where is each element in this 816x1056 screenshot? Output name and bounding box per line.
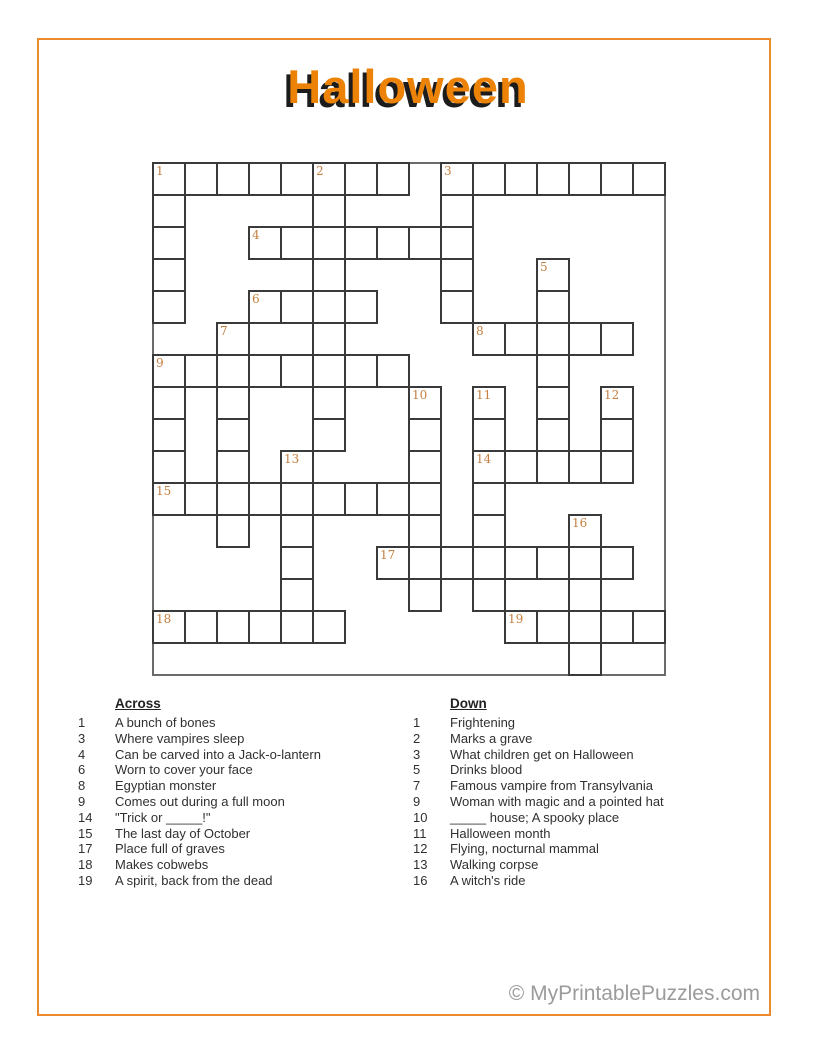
grid-cell xyxy=(376,226,410,260)
grid-cell xyxy=(152,290,186,324)
clue-text: Woman with magic and a pointed hat xyxy=(450,793,664,809)
grid-cell xyxy=(376,482,410,516)
grid-cell xyxy=(504,322,538,356)
cell-number: 6 xyxy=(252,292,260,306)
grid-cell xyxy=(408,226,442,260)
clue-number: 7 xyxy=(413,778,421,794)
cell-number: 14 xyxy=(476,452,492,466)
clue-number: 14 xyxy=(78,809,93,825)
cell-number: 16 xyxy=(572,516,588,530)
clue-number: 18 xyxy=(78,857,93,873)
clue-row xyxy=(78,731,398,747)
clue-text: "Trick or _____!" xyxy=(115,809,211,825)
clue-text: Worn to cover your face xyxy=(115,762,253,778)
grid-cell xyxy=(536,610,570,644)
grid-cell xyxy=(440,194,474,228)
grid-cell xyxy=(408,482,442,516)
clue-row xyxy=(413,794,753,810)
clue-number: 11 xyxy=(413,825,427,841)
grid-cell xyxy=(216,482,250,516)
cell-number: 10 xyxy=(412,388,428,402)
grid-cell xyxy=(536,162,570,196)
grid-cell xyxy=(568,162,602,196)
grid-cell xyxy=(600,418,634,452)
clue-row xyxy=(78,778,398,794)
clue-row xyxy=(78,747,398,763)
clue-number: 15 xyxy=(78,825,93,841)
clue-text: Frightening xyxy=(450,715,516,730)
cell-number: 1 xyxy=(156,164,164,178)
cell-number: 5 xyxy=(540,260,548,274)
grid-cell xyxy=(408,514,442,548)
grid-cell xyxy=(216,418,250,452)
grid-cell xyxy=(568,546,602,580)
cell-number: 19 xyxy=(508,612,524,626)
grid-cell xyxy=(152,258,186,292)
grid-cell xyxy=(312,482,346,516)
clue-text: Can be carved into a Jack-o-lantern xyxy=(115,746,321,762)
clue-row xyxy=(78,762,398,778)
clue-number: 2 xyxy=(413,730,421,746)
grid-cell xyxy=(536,418,570,452)
clue-row xyxy=(413,810,753,826)
grid-cell xyxy=(152,226,186,260)
grid-cell xyxy=(312,322,346,356)
clue-number: 19 xyxy=(78,872,93,888)
grid-cell xyxy=(280,354,314,388)
clue-text: The last day of October xyxy=(115,825,251,841)
grid-cell xyxy=(376,354,410,388)
down-heading: Down xyxy=(450,696,487,711)
grid-cell xyxy=(216,610,250,644)
grid-cell xyxy=(184,482,218,516)
clue-text: Place full of graves xyxy=(115,841,225,857)
across-clues-section xyxy=(78,696,398,889)
cell-number: 2 xyxy=(316,164,324,178)
clue-number: 5 xyxy=(413,762,421,778)
grid-cell xyxy=(312,290,346,324)
clue-number: 6 xyxy=(78,762,86,778)
clue-text: Drinks blood xyxy=(450,762,523,778)
grid-cell xyxy=(152,386,186,420)
grid-cell xyxy=(568,610,602,644)
cell-number: 15 xyxy=(156,484,172,498)
grid-cell xyxy=(472,162,506,196)
clue-text: A spirit, back from the dead xyxy=(115,872,273,888)
clue-row xyxy=(413,857,753,873)
clue-row xyxy=(413,826,753,842)
grid-cell xyxy=(344,226,378,260)
cell-number: 17 xyxy=(380,548,396,562)
clue-row xyxy=(78,826,398,842)
grid-cell xyxy=(536,386,570,420)
grid-cell xyxy=(536,322,570,356)
grid-cell xyxy=(344,354,378,388)
clue-row xyxy=(413,731,753,747)
grid-cell xyxy=(312,610,346,644)
cell-number: 8 xyxy=(476,324,484,338)
clue-number: 1 xyxy=(78,715,86,730)
across-heading: Across xyxy=(115,696,161,711)
grid-cell xyxy=(152,194,186,228)
grid-cell xyxy=(504,546,538,580)
clue-text: What children get on Halloween xyxy=(450,746,634,762)
grid-cell xyxy=(440,258,474,292)
grid-cell xyxy=(248,162,282,196)
clue-number: 4 xyxy=(78,746,86,762)
cell-number: 9 xyxy=(156,356,164,370)
grid-cell xyxy=(472,546,506,580)
clue-row xyxy=(413,762,753,778)
clue-row xyxy=(413,747,753,763)
grid-cell xyxy=(376,162,410,196)
grid-cell xyxy=(536,290,570,324)
grid-cell xyxy=(312,258,346,292)
grid-cell xyxy=(280,482,314,516)
grid-cell xyxy=(632,162,666,196)
clue-text: Comes out during a full moon xyxy=(115,793,285,809)
clue-row xyxy=(413,715,753,731)
grid-cell xyxy=(600,610,634,644)
grid-cell xyxy=(184,354,218,388)
grid-cell xyxy=(216,354,250,388)
clue-text: A witch's ride xyxy=(450,872,526,888)
clue-text: Makes cobwebs xyxy=(115,857,209,873)
grid-cell xyxy=(600,162,634,196)
grid-cell xyxy=(248,610,282,644)
clue-row xyxy=(78,810,398,826)
grid-cell xyxy=(312,354,346,388)
clue-text: A bunch of bones xyxy=(115,715,216,730)
grid-cell xyxy=(408,546,442,580)
clue-number: 10 xyxy=(413,809,428,825)
clue-text: _____ house; A spooky place xyxy=(450,809,620,825)
grid-cell xyxy=(280,162,314,196)
grid-cell xyxy=(408,450,442,484)
grid-cell xyxy=(472,514,506,548)
page-title: Halloween xyxy=(287,60,529,113)
cell-number: 12 xyxy=(604,388,620,402)
clue-number: 12 xyxy=(413,841,428,857)
cell-number: 7 xyxy=(220,324,228,338)
grid-cell xyxy=(440,546,474,580)
clue-number: 9 xyxy=(413,793,421,809)
clue-text: Marks a grave xyxy=(450,730,533,746)
clue-number: 17 xyxy=(78,841,93,857)
grid-cell xyxy=(280,578,314,612)
grid-cell xyxy=(600,450,634,484)
clue-row xyxy=(413,841,753,857)
cell-number: 3 xyxy=(444,164,452,178)
grid-cell xyxy=(568,450,602,484)
down-clues-section xyxy=(413,696,753,889)
grid-cell xyxy=(280,610,314,644)
grid-cell xyxy=(536,354,570,388)
clue-row xyxy=(78,715,398,731)
grid-cell xyxy=(472,418,506,452)
across-clue-list xyxy=(78,715,398,889)
grid-cell xyxy=(408,418,442,452)
grid-cell xyxy=(216,162,250,196)
grid-cell xyxy=(312,418,346,452)
grid-cell xyxy=(472,578,506,612)
grid-cell xyxy=(216,450,250,484)
grid-cell xyxy=(216,386,250,420)
grid-cell xyxy=(600,546,634,580)
cell-number: 11 xyxy=(476,388,492,402)
clue-number: 8 xyxy=(78,778,86,794)
down-clue-list xyxy=(413,715,753,889)
grid-cell xyxy=(152,418,186,452)
grid-cell xyxy=(568,578,602,612)
clue-row xyxy=(78,873,398,889)
clue-text: Walking corpse xyxy=(450,857,539,873)
clue-number: 13 xyxy=(413,857,428,873)
grid-cell xyxy=(536,546,570,580)
grid-cell xyxy=(280,546,314,580)
grid-cell xyxy=(440,226,474,260)
clue-number: 1 xyxy=(413,715,421,730)
grid-cell xyxy=(248,354,282,388)
grid-cell xyxy=(344,482,378,516)
grid-cell xyxy=(184,610,218,644)
cell-number: 4 xyxy=(252,228,260,242)
clue-row xyxy=(78,857,398,873)
clue-row xyxy=(413,778,753,794)
grid-cell xyxy=(568,322,602,356)
clue-row xyxy=(413,873,753,889)
crossword-grid xyxy=(152,162,668,678)
clue-text: Famous vampire from Transylvania xyxy=(450,778,654,794)
clue-text: Halloween month xyxy=(450,825,551,841)
grid-cell xyxy=(312,194,346,228)
grid-cell xyxy=(504,450,538,484)
clue-text: Flying, nocturnal mammal xyxy=(450,841,599,857)
clue-row xyxy=(78,841,398,857)
grid-cell xyxy=(280,290,314,324)
grid-cell xyxy=(344,290,378,324)
grid-cell xyxy=(600,322,634,356)
grid-cell xyxy=(472,482,506,516)
clue-number: 3 xyxy=(413,746,421,762)
clue-text: Egyptian monster xyxy=(115,778,217,794)
grid-cell xyxy=(344,162,378,196)
grid-cell xyxy=(152,450,186,484)
clue-row xyxy=(78,794,398,810)
grid-cell xyxy=(312,226,346,260)
clue-text: Where vampires sleep xyxy=(115,730,245,746)
grid-cell xyxy=(568,642,602,676)
grid-cell xyxy=(280,226,314,260)
cell-number: 13 xyxy=(284,452,300,466)
grid-cell xyxy=(248,482,282,516)
cell-number: 18 xyxy=(156,612,172,626)
grid-cell xyxy=(536,450,570,484)
grid-cell xyxy=(440,290,474,324)
grid-cell xyxy=(280,514,314,548)
clue-number: 9 xyxy=(78,793,86,809)
clue-number: 3 xyxy=(78,730,86,746)
clue-number: 16 xyxy=(413,872,428,888)
grid-cell xyxy=(312,386,346,420)
grid-cell xyxy=(184,162,218,196)
grid-cell xyxy=(632,610,666,644)
grid-cell xyxy=(408,578,442,612)
footer-credit: © MyPrintablePuzzles.com xyxy=(508,982,760,1005)
grid-cell xyxy=(216,514,250,548)
grid-cell xyxy=(504,162,538,196)
